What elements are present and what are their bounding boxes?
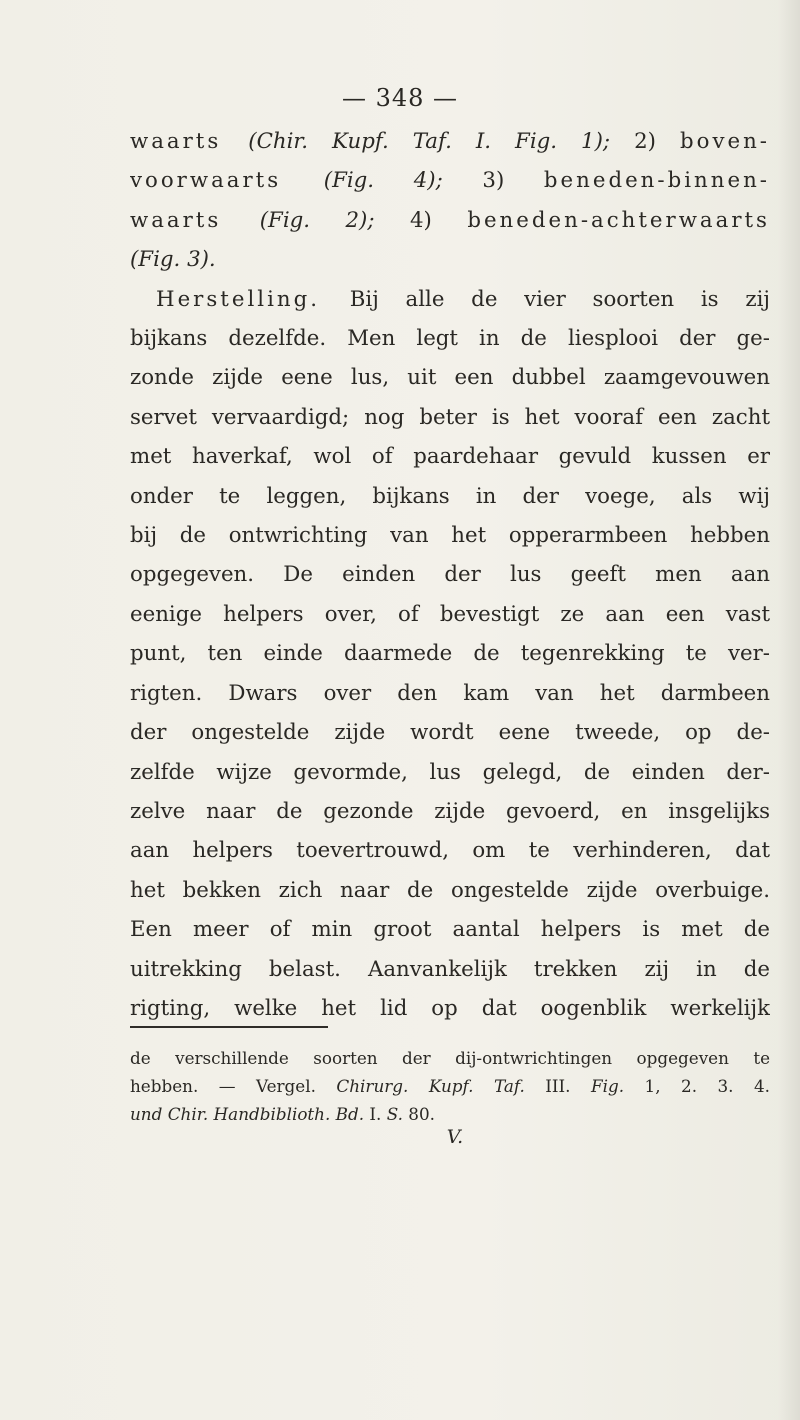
text-line: zonde zijde eene lus, uit een dubbel zaamgevouwen bbox=[130, 365, 770, 391]
text-line: zelve naar de gezonde zijde gevoerd, en insgelijks bbox=[130, 798, 770, 824]
text-line: der ongestelde zijde wordt eene tweede, op de- bbox=[130, 720, 770, 746]
text-line: voorwaarts (Fig. 4); 3) beneden-binnen- bbox=[130, 168, 770, 194]
text-line: servet vervaardigd; nog beter is het vooraf een zacht bbox=[130, 404, 770, 430]
text-line: waarts (Chir. Kupf. Taf. I. Fig. 1); 2) boven- bbox=[130, 129, 770, 154]
footnote-line: hebben. — Vergel. Chirurg. Kupf. Taf. III. Fig. 1, 2. 3. 4. bbox=[130, 1076, 770, 1096]
text-line: bijkans dezelfde. Men legt in de liesplooi der ge- bbox=[130, 326, 770, 352]
text-line: rigting, welke het lid op dat oogenblik werkelijk bbox=[130, 995, 770, 1021]
main-text bbox=[130, 122, 770, 1028]
footnote-rule bbox=[130, 1026, 328, 1028]
page-number: — 348 — bbox=[341, 84, 459, 112]
footnote-line: und Chir. Handbiblioth. Bd. I. S. 80. bbox=[130, 1104, 435, 1124]
text-line: Een meer of min groot aantal helpers is met de bbox=[130, 917, 770, 943]
text-line: (Fig. 3). bbox=[130, 247, 216, 273]
text-line: uitrekking belast. Aanvankelijk trekken zij in de bbox=[130, 956, 770, 982]
text-line: opgegeven. De einden der lus geeft men aan bbox=[130, 562, 770, 588]
text-line: eenige helpers over, of bevestigt ze aan een vast bbox=[130, 601, 770, 627]
footnote-line: de verschillende soorten der dij-ontwrichtingen opgegeven te bbox=[130, 1048, 770, 1068]
text-line: zelfde wijze gevormde, lus gelegd, de einden der- bbox=[130, 759, 770, 785]
text-line: rigten. Dwars over den kam van het darmbeen bbox=[130, 680, 770, 706]
section-heading: Herstelling. bbox=[156, 286, 350, 312]
catchword: V. bbox=[446, 1126, 464, 1148]
text-line: met haverkaf, wol of paardehaar gevuld kussen er bbox=[130, 444, 770, 470]
page-edge-shadow bbox=[778, 0, 800, 1420]
footnote bbox=[130, 1044, 770, 1128]
text-line: waarts (Fig. 2); 4) beneden-achterwaarts bbox=[130, 207, 770, 233]
section-heading-line: Herstelling. Bij alle de vier soorten is zij bbox=[156, 286, 770, 312]
text-line: het bekken zich naar de ongestelde zijde overbuige. bbox=[130, 877, 770, 903]
text-line: onder te leggen, bijkans in der voege, als wij bbox=[130, 483, 770, 509]
text-line: aan helpers toevertrouwd, om te verhinderen, dat bbox=[130, 838, 770, 864]
text-line: punt, ten einde daarmede de tegenrekking te ver- bbox=[130, 641, 770, 667]
text-line: bij de ontwrichting van het opperarmbeen hebben bbox=[130, 523, 770, 549]
